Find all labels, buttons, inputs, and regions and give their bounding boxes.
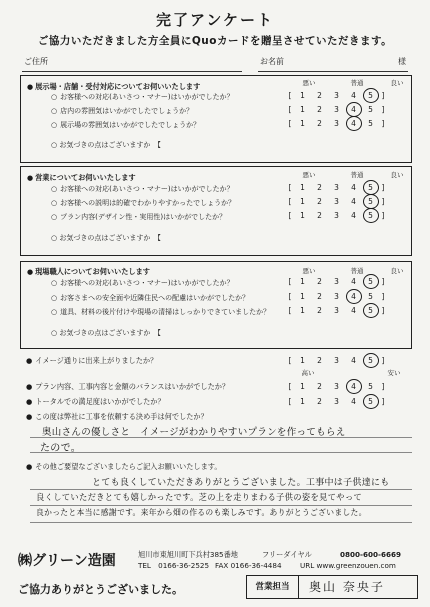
scale-bracket-left: [ xyxy=(288,382,292,391)
rating-scale[interactable] xyxy=(286,382,387,391)
scale-bracket-left: [ xyxy=(288,119,292,128)
handwritten-other-line3: 良かったと本当に感謝です。来年から畑の作るのも楽しみです。ありがとうございました。 xyxy=(36,508,367,517)
rating-scale[interactable] xyxy=(286,119,387,128)
scale-bracket-right: ] xyxy=(381,277,385,286)
scale-bracket-right: ] xyxy=(381,382,385,391)
scale-option[interactable]: 4 xyxy=(351,306,356,315)
header-bad: 悪い xyxy=(302,171,316,179)
scale-bracket-left: [ xyxy=(288,306,292,315)
scale-option[interactable]: 5 xyxy=(368,397,373,406)
scale-bracket-right: ] xyxy=(381,397,385,406)
page-title: 完了アンケート xyxy=(155,11,275,29)
company-address: 旭川市東旭川町下兵村385番地 xyxy=(138,550,238,559)
scale-option[interactable]: 1 xyxy=(300,91,305,100)
scale-option[interactable]: 1 xyxy=(300,306,305,315)
answer-line xyxy=(30,522,412,523)
question-balance: ● プラン内容、工事内容と金額のバランスはいかがでしたか？ xyxy=(26,382,230,391)
section-title: ● 現場職人についてお伺いいたします xyxy=(27,267,150,276)
scale-option[interactable]: 2 xyxy=(317,292,322,301)
scale-option[interactable]: 4 xyxy=(351,105,356,114)
scale-bracket-left: [ xyxy=(288,105,292,114)
question-row: ○ お客様への対応(あいさつ・マナー)はいかがでしたか？ xyxy=(51,279,234,287)
scale-option[interactable]: 1 xyxy=(300,105,305,114)
selected-answer-circle xyxy=(363,353,379,368)
question-row: ○ 道具、材料の後片付けや現場の清掃はしっかりできていましたか？ xyxy=(51,308,271,316)
scale-option[interactable]: 3 xyxy=(334,119,339,128)
scale-option[interactable]: 5 xyxy=(368,277,373,286)
selected-answer-circle xyxy=(363,394,379,409)
bullet-icon: ● xyxy=(26,382,33,391)
comment-prompt: ○ お気づきの点はございますか 【 xyxy=(51,141,161,149)
bullet-icon: ● xyxy=(27,268,34,276)
selected-answer-circle xyxy=(363,194,379,209)
scale-option[interactable]: 4 xyxy=(351,382,356,391)
answer-line xyxy=(30,505,412,506)
scale-bracket-right: ] xyxy=(381,197,385,206)
scale-option[interactable]: 2 xyxy=(317,119,322,128)
question-row: ○ お客様への対応(あいさつ・マナー)はいかがでしたか？ xyxy=(51,185,234,193)
question-row: ○ お客様への対応(あいさつ・マナー)はいかがでしたか？ xyxy=(51,93,234,101)
scale-option[interactable]: 1 xyxy=(300,356,305,365)
selected-answer-circle xyxy=(363,208,379,223)
scale-option[interactable]: 3 xyxy=(334,91,339,100)
staff-name: 奥山 奈央子 xyxy=(309,580,385,594)
scale-option[interactable]: 4 xyxy=(351,277,356,286)
scale-option[interactable]: 3 xyxy=(334,356,339,365)
header-good: 良い xyxy=(390,171,404,179)
scale-option[interactable]: 5 xyxy=(368,211,373,220)
question-other: ● その他ご要望なございましたらご記入お願いいたします。 xyxy=(26,462,222,471)
scale-option[interactable]: 4 xyxy=(351,397,356,406)
scale-option[interactable]: 3 xyxy=(334,292,339,301)
scale-option[interactable]: 4 xyxy=(351,356,356,365)
scale-bracket-left: [ xyxy=(288,211,292,220)
name-label: お名前 xyxy=(260,57,284,66)
address-field[interactable] xyxy=(22,56,242,72)
question-row: ○ 展示場の雰囲気はいかがでしたでしょうか？ xyxy=(51,121,201,129)
scale-option[interactable]: 5 xyxy=(368,306,373,315)
scale-bracket-right: ] xyxy=(381,105,385,114)
scale-bracket-right: ] xyxy=(381,211,385,220)
header-good: 良い xyxy=(390,267,404,275)
scale-option[interactable]: 2 xyxy=(317,91,322,100)
bullet-icon: ● xyxy=(26,356,33,365)
selected-answer-circle xyxy=(363,88,379,103)
staff-label: 営業担当 xyxy=(247,576,299,598)
comment-prompt: ○ お気づきの点はございますか 【 xyxy=(51,234,161,242)
selected-answer-circle xyxy=(363,274,379,289)
bullet-icon: ● xyxy=(26,412,33,421)
handwritten-reason-line1: 奥山さんの優しさと イメージがわかりやすいプランを作ってもらえ xyxy=(42,427,346,438)
scale-bracket-right: ] xyxy=(381,91,385,100)
handwritten-other-line2: 良くしていただきとても嬉しかったです。芝の上を走りまわる子供の姿を見てやって xyxy=(36,492,363,502)
selected-answer-circle xyxy=(363,180,379,195)
scale-option[interactable]: 3 xyxy=(334,397,339,406)
section-title: ● 展示場・店舗・受付対応についてお伺いいたします xyxy=(27,82,201,91)
scale-bracket-left: [ xyxy=(288,292,292,301)
scale-bracket-left: [ xyxy=(288,91,292,100)
scale-option[interactable]: 3 xyxy=(334,197,339,206)
scale-option[interactable]: 2 xyxy=(317,397,322,406)
header-normal: 普通 xyxy=(350,171,364,179)
header-cheap: 安い xyxy=(387,369,401,377)
fax-number: FAX 0166-36-4484 xyxy=(215,561,282,570)
scale-option[interactable]: 3 xyxy=(334,211,339,220)
scale-option[interactable]: 1 xyxy=(300,183,305,192)
scale-bracket-right: ] xyxy=(381,119,385,128)
scale-option[interactable]: 5 xyxy=(368,119,373,128)
bullet-icon: ● xyxy=(26,462,33,471)
bullet-icon: ● xyxy=(27,174,34,182)
scale-option[interactable]: 1 xyxy=(300,119,305,128)
scale-option[interactable]: 4 xyxy=(351,211,356,220)
scale-option[interactable]: 3 xyxy=(334,105,339,114)
scale-option[interactable]: 5 xyxy=(368,197,373,206)
question-row: ○ プラン内容(デザイン性・実用性)はいかがでしたか？ xyxy=(51,213,227,221)
selected-answer-circle xyxy=(363,303,379,318)
address-label: ご住所 xyxy=(24,57,48,66)
closing-thanks: ご協力ありがとうございました。 xyxy=(18,583,183,596)
scale-option[interactable]: 1 xyxy=(300,277,305,286)
section-title: ● 営業についてお伺いいたします xyxy=(27,173,136,182)
scale-bracket-right: ] xyxy=(381,306,385,315)
scale-option[interactable]: 5 xyxy=(368,91,373,100)
scale-option[interactable]: 3 xyxy=(334,306,339,315)
scale-option[interactable]: 1 xyxy=(300,397,305,406)
scale-option[interactable]: 2 xyxy=(317,197,322,206)
answer-line xyxy=(30,489,412,490)
scale-bracket-right: ] xyxy=(381,292,385,301)
handwritten-other-line1: とても良くしていただきありがとうございました。工事中は子供達にも xyxy=(92,478,390,488)
free-dial-number: 0800-600-6669 xyxy=(340,550,401,559)
header-normal: 普通 xyxy=(350,267,364,275)
scale-option[interactable]: 4 xyxy=(351,292,356,301)
scale-option[interactable]: 4 xyxy=(351,91,356,100)
question-row: ○ 店内の雰囲気はいかがでしたでしょうか？ xyxy=(51,107,194,115)
tel-number: TEL 0166-36-2525 xyxy=(138,561,210,570)
page-subtitle: ご協力いただきました方全員にQuoカードを贈呈させていただきます。 xyxy=(37,35,393,47)
scale-option[interactable]: 5 xyxy=(368,183,373,192)
selected-answer-circle xyxy=(346,379,362,394)
selected-answer-circle xyxy=(346,289,362,304)
rating-scale[interactable] xyxy=(286,292,387,301)
answer-line xyxy=(30,452,412,453)
free-dial-label: フリーダイヤル xyxy=(262,550,312,559)
website-url: URL www.greenzouen.com xyxy=(300,561,396,570)
staff-box xyxy=(246,575,418,599)
question-total: ● トータルでの満足度はいかがでしたか？ xyxy=(26,397,165,406)
header-high: 高い xyxy=(301,369,315,377)
scale-option[interactable]: 1 xyxy=(300,211,305,220)
scale-bracket-left: [ xyxy=(288,397,292,406)
company-logo: ㈱グリーン造園 xyxy=(18,553,116,569)
scale-option[interactable]: 5 xyxy=(368,382,373,391)
header-good: 良い xyxy=(390,79,404,87)
scale-bracket-right: ] xyxy=(381,356,385,365)
bullet-icon: ● xyxy=(26,397,33,406)
question-reason: ● この度は弊社に工事を依頼する決め手は何でしたか？ xyxy=(26,412,208,421)
scale-option[interactable]: 5 xyxy=(368,105,373,114)
scale-option[interactable]: 2 xyxy=(317,382,322,391)
scale-option[interactable]: 1 xyxy=(300,292,305,301)
name-suffix: 様 xyxy=(398,57,406,66)
question-image: ● イメージ通りに出来上がりましたか？ xyxy=(26,356,158,365)
scale-option[interactable]: 2 xyxy=(317,183,322,192)
scale-bracket-left: [ xyxy=(288,356,292,365)
selected-answer-circle xyxy=(346,102,362,117)
scale-option[interactable]: 3 xyxy=(334,382,339,391)
name-field[interactable] xyxy=(258,56,408,72)
header-bad: 悪い xyxy=(302,267,316,275)
scale-option[interactable]: 1 xyxy=(300,197,305,206)
header-normal: 普通 xyxy=(350,79,364,87)
scale-option[interactable]: 3 xyxy=(334,277,339,286)
scale-option[interactable]: 2 xyxy=(317,356,322,365)
scale-option[interactable]: 5 xyxy=(368,292,373,301)
scale-option[interactable]: 3 xyxy=(334,183,339,192)
scale-option[interactable]: 4 xyxy=(351,183,356,192)
header-bad: 悪い xyxy=(302,79,316,87)
scale-bracket-left: [ xyxy=(288,183,292,192)
scale-option[interactable]: 2 xyxy=(317,211,322,220)
scale-option[interactable]: 1 xyxy=(300,382,305,391)
scale-option[interactable]: 2 xyxy=(317,277,322,286)
section-craftsmen xyxy=(20,261,412,349)
scale-option[interactable]: 2 xyxy=(317,105,322,114)
scale-option[interactable]: 5 xyxy=(368,356,373,365)
selected-answer-circle xyxy=(346,116,362,131)
scale-option[interactable]: 4 xyxy=(351,197,356,206)
bullet-icon: ● xyxy=(27,83,34,91)
rating-scale[interactable] xyxy=(286,105,387,114)
question-row: ○ お客様への説明は的確でわかりやすかったでしょうか？ xyxy=(51,199,236,207)
scale-option[interactable]: 2 xyxy=(317,306,322,315)
scale-bracket-right: ] xyxy=(381,183,385,192)
scale-bracket-left: [ xyxy=(288,197,292,206)
scale-bracket-left: [ xyxy=(288,277,292,286)
scale-option[interactable]: 4 xyxy=(351,119,356,128)
handwritten-reason-line2: たので。 xyxy=(40,443,81,454)
question-row: ○ お客さまへの安全面や近隣住民への配慮はいかがでしたか？ xyxy=(51,294,250,302)
comment-prompt: ○ お気づきの点はございますか 【 xyxy=(51,329,161,337)
